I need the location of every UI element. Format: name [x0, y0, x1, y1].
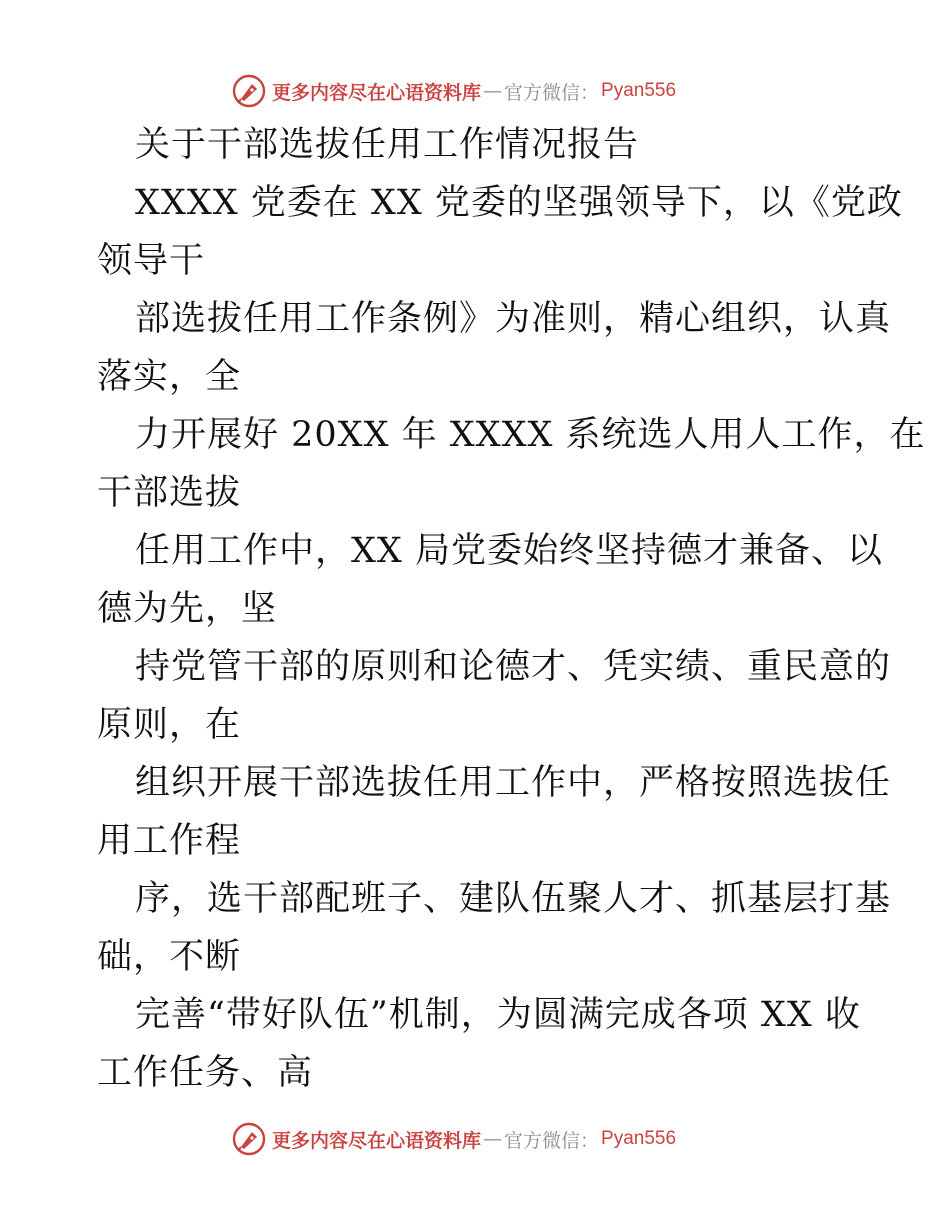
- document-body: [97, 116, 926, 1102]
- text-line: 工作任务、高: [97, 1053, 314, 1093]
- watermark-label: 官方微信：: [504, 81, 600, 104]
- text-line: 完善“带好队伍”机制，为圆满完成各项 XX 收: [135, 995, 861, 1035]
- text-line: 落实，全: [97, 357, 242, 397]
- watermark-label: 官方微信：: [504, 1129, 600, 1152]
- text-line: 原则，在: [97, 705, 242, 745]
- text-line: 德为先，坚: [97, 589, 278, 629]
- text-line: 用工作程: [97, 821, 242, 861]
- text-line: 础，不断: [97, 937, 242, 977]
- watermark-id: Pyan556: [601, 80, 677, 101]
- text-line: 序，选干部配班子、建队伍聚人才、抓基层打基: [135, 879, 892, 919]
- text-line: 力开展好 20XX 年 XXXX 系统选人用人工作，在: [135, 415, 926, 455]
- pen-nib-logo-icon: [232, 1122, 266, 1156]
- text-line: 任用工作中，XX 局党委始终坚持德才兼备、以: [135, 531, 883, 571]
- header-watermark: [232, 74, 676, 108]
- text-line: 部选拔任用工作条例》为准则，精心组织，认真: [135, 299, 892, 339]
- text-line: 持党管干部的原则和论德才、凭实绩、重民意的: [135, 647, 892, 687]
- watermark-text: 更多内容尽在心语资料库: [272, 1129, 482, 1152]
- watermark-dash: —: [483, 80, 503, 102]
- text-line: 领导干: [97, 241, 206, 281]
- document-title: 关于干部选拔任用工作情况报告: [135, 125, 640, 165]
- text-line: XXXX 党委在 XX 党委的坚强领导下，以《党政: [135, 183, 903, 223]
- footer-watermark: [232, 1122, 676, 1156]
- pen-nib-logo-icon: [232, 74, 266, 108]
- text-line: 干部选拔: [97, 473, 242, 513]
- watermark-id: Pyan556: [601, 1128, 677, 1149]
- text-line: 组织开展干部选拔任用工作中，严格按照选拔任: [135, 763, 892, 803]
- watermark-dash: —: [483, 1128, 503, 1150]
- watermark-text: 更多内容尽在心语资料库: [272, 81, 482, 104]
